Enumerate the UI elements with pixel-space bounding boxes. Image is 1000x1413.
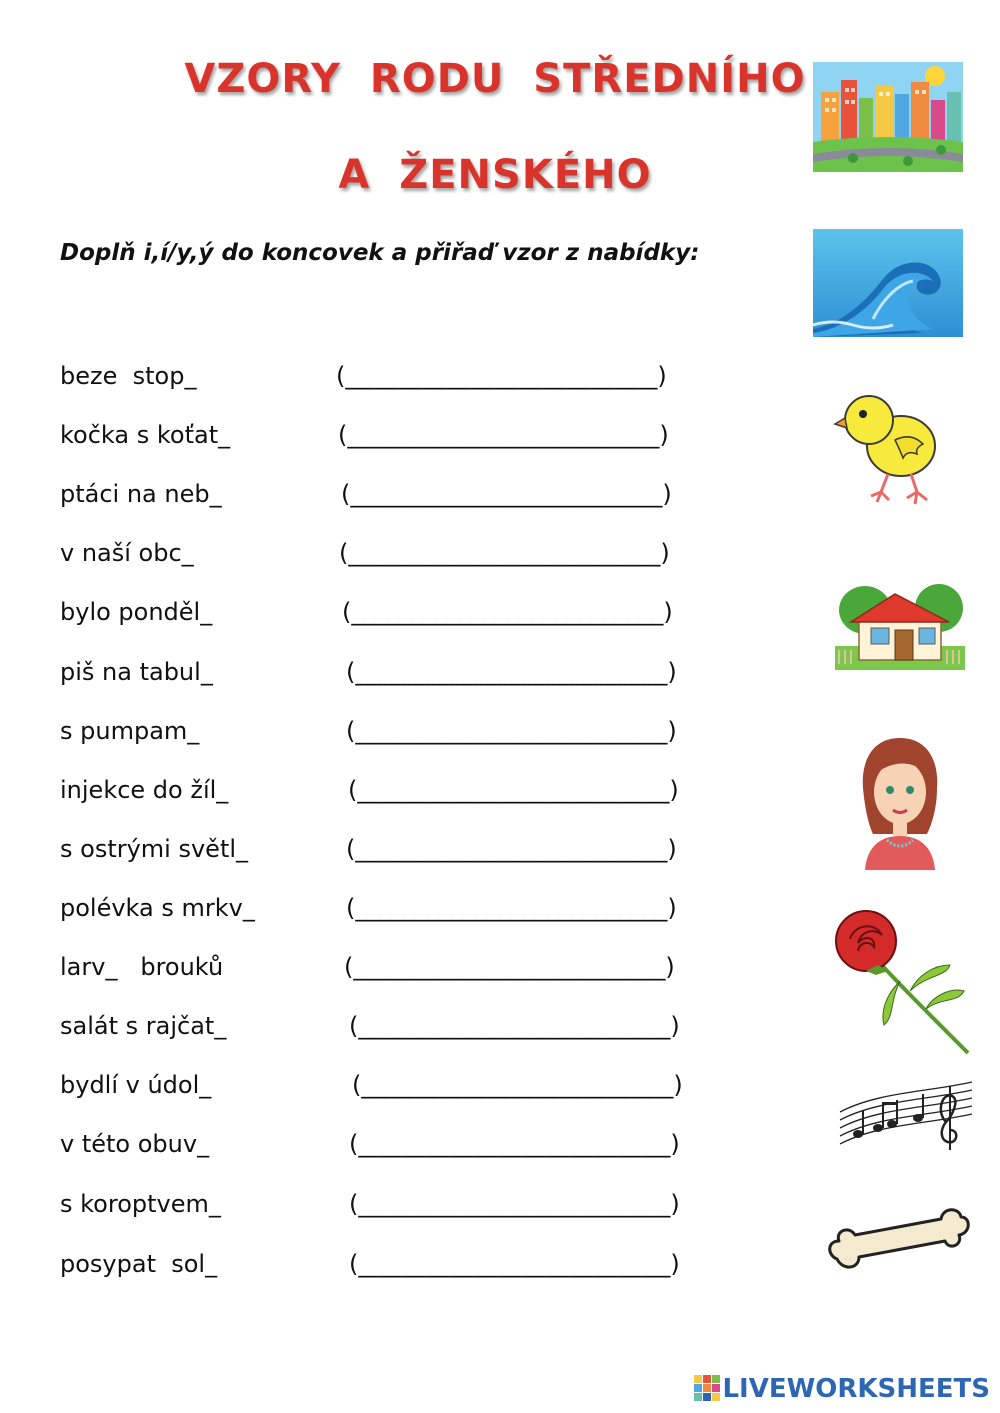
exercise-row (0, 1190, 760, 1230)
sea-wave-picture[interactable] (813, 229, 963, 337)
exercise-row (0, 480, 760, 520)
answer-blank[interactable]: (__________________________) (349, 1190, 680, 1218)
exercise-word: v naší obc_ (60, 539, 194, 567)
exercise-word: kočka s koťat_ (60, 421, 231, 449)
exercise-row (0, 953, 760, 993)
answer-blank[interactable]: (__________________________) (346, 894, 677, 922)
music-notes-picture[interactable] (838, 1072, 974, 1168)
answer-blank[interactable]: (__________________________) (344, 953, 675, 981)
answer-blank[interactable]: (__________________________) (346, 658, 677, 686)
city-picture[interactable] (813, 62, 963, 172)
exercise-word: piš na tabul_ (60, 658, 213, 686)
answer-blank[interactable]: (__________________________) (349, 1250, 680, 1278)
exercise-row (0, 1012, 760, 1052)
answer-blank[interactable]: (__________________________) (346, 717, 677, 745)
exercise-row (0, 776, 760, 816)
answer-blank[interactable]: (__________________________) (348, 776, 679, 804)
title-line-2: A ŽENSKÉHO (338, 152, 652, 198)
answer-blank[interactable]: (__________________________) (346, 835, 677, 863)
answer-blank[interactable]: (__________________________) (349, 1130, 680, 1158)
exercise-word: s ostrými světl_ (60, 835, 249, 863)
exercise-word: salát s rajčat_ (60, 1012, 227, 1040)
house-picture[interactable] (835, 570, 965, 670)
liveworksheets-logo[interactable] (694, 1374, 990, 1404)
bone-picture[interactable] (823, 1205, 973, 1279)
exercise-row (0, 1071, 760, 1111)
exercise-row (0, 362, 760, 402)
exercise-row (0, 658, 760, 698)
exercise-word: posypat sol_ (60, 1250, 218, 1278)
exercise-word: s koroptvem_ (60, 1190, 221, 1218)
exercise-word: beze stop_ (60, 362, 197, 390)
exercise-row (0, 539, 760, 579)
exercise-word: injekce do žíl_ (60, 776, 229, 804)
exercise-row (0, 835, 760, 875)
answer-blank[interactable]: (__________________________) (349, 1012, 680, 1040)
liveworksheets-brand: LIVEWORKSHEETS (722, 1374, 990, 1404)
exercise-row (0, 717, 760, 757)
exercise-word: s pumpam_ (60, 717, 200, 745)
title-line-1: VZORY RODU STŘEDNÍHO (184, 56, 806, 102)
exercise-word: bydlí v údol_ (60, 1071, 212, 1099)
answer-blank[interactable]: (__________________________) (342, 598, 673, 626)
instruction: Doplň i,í/y,ý do koncovek a přiřaď vzor z nabídky: (60, 240, 700, 266)
answer-blank[interactable]: (__________________________) (336, 362, 667, 390)
chick-picture[interactable] (833, 388, 941, 506)
exercise-word: v této obuv_ (60, 1130, 210, 1158)
answer-blank[interactable]: (__________________________) (339, 539, 670, 567)
exercise-row (0, 421, 760, 461)
answer-blank[interactable]: (__________________________) (341, 480, 672, 508)
exercise-word: bylo ponděl_ (60, 598, 213, 626)
exercise-row (0, 1130, 760, 1170)
answer-blank[interactable]: (__________________________) (338, 421, 669, 449)
answer-blank[interactable]: (__________________________) (352, 1071, 683, 1099)
exercise-word: larv_ brouků (60, 953, 224, 981)
exercise-word: polévka s mrkv_ (60, 894, 255, 922)
exercise-word: ptáci na neb_ (60, 480, 222, 508)
exercise-row (0, 894, 760, 934)
liveworksheets-icon (694, 1375, 720, 1401)
exercise-row (0, 598, 760, 638)
woman-picture[interactable] (855, 734, 945, 870)
rose-picture[interactable] (830, 905, 972, 1057)
exercise-row (0, 1250, 760, 1290)
